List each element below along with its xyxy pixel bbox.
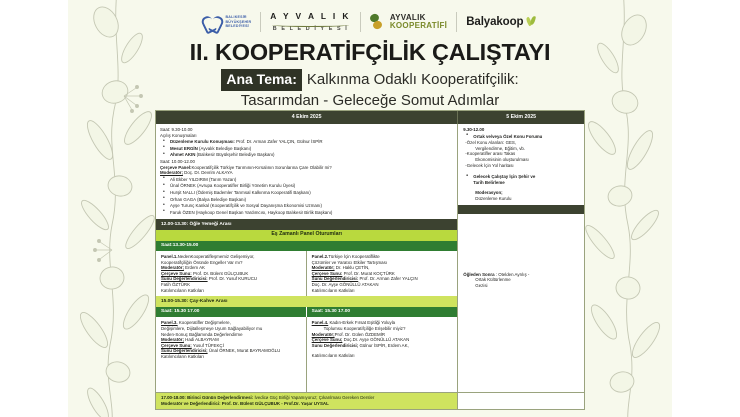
moderator-label: Moderatör;	[311, 331, 335, 337]
subtitle-line-1	[0, 69, 740, 91]
ayvalik-belediyesi-logo	[261, 9, 360, 35]
day2-column	[458, 124, 584, 392]
subtitle-text-1: Kalkınma Odaklı Kooperatifçilik:	[306, 70, 519, 88]
day2-morning-session	[458, 124, 584, 205]
table-body-row	[156, 124, 584, 392]
closing-label: 17.00-18.00: Birinci Günün Değerlendirmesi:	[161, 395, 254, 401]
heart-icon	[203, 14, 222, 30]
frame-name: Yusuf TÜFEKÇİ	[191, 342, 224, 348]
panel-2	[307, 251, 458, 296]
panel-label: Panel.1.	[161, 254, 178, 260]
panel3-participants: Katılımcıların Katkıları	[161, 354, 204, 359]
day2-dash-2-line-2: Ekonomisinin oluşturulması	[475, 156, 529, 162]
list-item: • Ünal ÖRNEK (Avrupa Kooperatifler Birliği Yönetim Kurulu Üyesi)	[160, 183, 453, 189]
speaker-name: Prof. Dr. Arman Zafer YALÇIN, Gülnur İSPİR	[234, 139, 323, 145]
balyakoop-logo-text: Balyakoop	[466, 16, 524, 28]
list-item: • Hurşit NALLI (Ödemiş Bademler Tarımsal Kalkınma Kooperatifi Başkanı)	[160, 190, 453, 196]
day2-forum-list	[463, 134, 579, 140]
list-item: • Orhan GAGA (Balya Belediye Başkanı)	[160, 197, 453, 203]
speaker-name: (Ayvalık Belediye Başkanı)	[197, 145, 252, 151]
next-workshop-line-2: Tarih Belirleme	[473, 179, 505, 185]
day2-time: 9.30-12.00	[463, 127, 485, 132]
lunch-break-band: 12.00-13.30: Öğle Yemeği Arası	[156, 219, 457, 230]
moderator-name: Prof. Dr. Gülen ÖZDEMİR	[334, 331, 386, 337]
evaluator-name: Prof. Dr. Arman Zafer YALÇIN	[358, 276, 418, 282]
afternoon-label: Öğleden Sonra	[463, 271, 495, 277]
panel-label: Çerçeve Panel:	[160, 164, 192, 170]
ayvalik-belediyesi-logo-text	[270, 12, 351, 32]
panel-title-line-1: Kooperatifler Değişmelere,	[177, 320, 231, 326]
moderator-label: Moderatör;	[161, 265, 184, 271]
panel3-title-line-2: Değişimlere, Dijitalleşmeye Uyum Sağlayabiliyor mu	[161, 326, 263, 332]
balikesir-buyuksehir-belediyesi-logo	[194, 9, 261, 35]
list-item: • Ali Ekber YILDIRIM (Tarım Yazarı)	[160, 177, 453, 183]
afternoon-time-band: Saat:13.30-15.00	[156, 241, 457, 252]
evaluator-label: Sunu Değerlendiricisi:	[161, 276, 208, 282]
day2-afternoon-line-2: Ortak Kültürlenme	[475, 277, 511, 283]
list-item: • Ortak ve/veya Özel Konu Forumu	[463, 134, 579, 140]
evaluator-name: Prof. Dr. Yusuf KURUCU	[207, 276, 258, 282]
late-time-left: Saat: 15.30 17.00	[156, 307, 307, 318]
frame-name: Prof. Dr. Murat KOÇTÜRK	[342, 270, 395, 276]
list-item: • Faruk ÖZEN (Haykoop Genel Başkan Yardımcısı, Haykoop Balıkesir Birlik Başkanı)	[160, 210, 453, 216]
column-header-day2: 5 Ekim 2025	[506, 113, 536, 120]
panel1-title-line-2: Kooperatifçiliğin Önünde Engeller Var mı?	[161, 259, 243, 265]
panel2-title-line-2: Çözümler ve Yaratıcı Etkiler Tartışması	[311, 259, 388, 265]
panel3-title-line-3: Neden-Sonuç Bağlamında Değerlendirme	[161, 331, 243, 337]
evaluator-label: Sunu Değerlendiricisi;	[161, 348, 208, 354]
afternoon-text-1: : Otelden Ayrılış -	[494, 271, 530, 277]
ayvalik-kooperatifi-logo	[361, 9, 456, 35]
list-item	[160, 146, 453, 152]
closing-text: İvediси Güç Birliği Yapamıyoruz; Çıkarılması Gereken Dersler	[253, 395, 375, 401]
panels-3-4-row	[156, 317, 457, 391]
session1-time: Saat: 9.30-10.00	[160, 127, 193, 132]
panel1-participants: Katılımcıların Katkıları	[161, 287, 204, 293]
speaker-role: Mesut ERGİN	[170, 145, 198, 151]
panel-label: Panel.2.	[311, 254, 329, 260]
logo-top-text: A Y V A L I K	[270, 11, 351, 21]
page-gutter-right	[672, 0, 740, 417]
panel-title: Kooperatifçilik Türkiye Tarımının-Kırsalının Sorunlarına Çare Olabilir mi?	[191, 164, 332, 170]
moderator-name: Doç. Dr. Devrim ALKAYA	[182, 170, 233, 176]
logo-line-3: BELEDİYESİ	[225, 24, 249, 29]
session1-heading: Açılış Konuşmaları	[160, 132, 197, 138]
panel-label: Panel.4.	[311, 320, 329, 326]
evaluator-label: Sunu Değerlendiricisi:	[311, 276, 359, 282]
list-item	[160, 139, 453, 145]
evaluator-name: Ünal ÖRNEK, Murat BAYRAMOĞLU	[207, 348, 281, 354]
moderator-name: Hadi ALBAYRAM	[183, 337, 219, 343]
panel-label: Panel.3.	[161, 320, 178, 326]
day2-dash-3: -Gelecek İçin Yol haritası	[465, 162, 514, 168]
moderator-name: Erdem AK	[183, 265, 205, 271]
closing-line-2: Moderatör ve Değerlendirici: Prof. Dr. Bülent GÜLÇUBUK - Prof.Dr. Yaşar UYSAL	[161, 400, 329, 406]
logo-line-2: KOOPERATİFİ	[389, 21, 448, 30]
moderator-label: Moderatör;	[161, 337, 184, 343]
panel2-evaluator-2: Doç. Dr. Ayşe GÖNÜLLÜ ATAKAN	[311, 282, 379, 288]
page-gutter-left	[0, 0, 68, 417]
olive-icon	[370, 14, 386, 30]
subtitle-block	[0, 69, 740, 110]
panel-4	[307, 317, 458, 391]
session2-moderator	[160, 170, 453, 176]
panel2-participants: Katılımcıların Katkıları	[311, 287, 355, 293]
day2-dash-1-line-2: Vergilendirme, Eğitim, vb.	[475, 145, 526, 151]
day2-dash-2-line-1: -Kooperatifler arası Takas	[465, 151, 516, 157]
list-item	[463, 174, 579, 185]
program-table	[155, 110, 585, 410]
frame-label: Çerçeve Sunu;	[161, 342, 192, 348]
panel4-participants: Katılımcıların Katkıları	[311, 353, 355, 359]
frame-label: Çerçeve Sunu;	[311, 337, 343, 343]
moderator-name: Dr. Haklu ÇETİN,	[334, 265, 370, 271]
table-footer-row	[156, 392, 584, 409]
frame-label: Çerçeve Sunu:	[161, 270, 192, 276]
logo-line-1: BALIKESİR	[225, 15, 247, 20]
logo-bottom-text: B E L E D İ Y E S İ	[272, 26, 349, 32]
moderator-label: Moderatör;	[311, 265, 335, 271]
panel-3	[156, 317, 307, 391]
frame-label: Çerçeve Sunu:	[311, 270, 343, 276]
olive-branch-icon	[270, 21, 351, 26]
parallel-sessions-band: Eş Zamanlı Panel Oturumları	[156, 230, 457, 241]
sponsor-logo-strip	[0, 8, 740, 36]
day1-closing-block	[156, 392, 458, 409]
next-workshop-line-1: Gelecek Çalıştay İçin Şehir ve	[473, 174, 536, 180]
speaker-name: (Balıkesir Büyükşehir Belediye Başkanı)	[195, 152, 275, 158]
session2-time: Saat: 10.00-12.00	[160, 158, 195, 164]
list-item	[160, 152, 453, 158]
frame-name: Doç.Dr. Ayşe GÖNÜLLÜ ATAKAN	[342, 337, 410, 343]
leaf-icon	[527, 16, 537, 28]
ayvalik-kooperatifi-logo-text	[390, 14, 447, 31]
panel-1	[156, 251, 307, 296]
day2-footer-empty	[458, 392, 584, 409]
moderation-label-text: Moderasyon;	[475, 190, 503, 196]
late-session-time-row	[156, 307, 457, 318]
panel4-title-line-2: Toplumsu Kooperatifçiliğe Erişebilir miyiz?	[323, 326, 406, 332]
frame-name: Prof. Dr. Bülent GÜLÇUBUK	[191, 270, 249, 276]
session1-speaker-list	[160, 139, 453, 158]
speaker-role: Düzenleme Kurulu Konuşması:	[170, 139, 235, 145]
day2-afternoon-session	[458, 214, 584, 392]
day2-next-workshop-list	[463, 174, 579, 185]
day2-dash-1-line-1: -Özel Konu Alanları: GES,	[465, 140, 517, 146]
day1-opening-session	[156, 124, 457, 219]
speaker-role: Ahmet AKIN	[170, 152, 196, 158]
evaluator-name: Gülnur İSPİR, Erdem AK,	[358, 342, 409, 348]
ana-tema-badge: Ana Tema:	[221, 69, 302, 91]
panel1-evaluator-2: Fatih ÖZTÜRK	[161, 282, 191, 288]
day2-spacer-dark-band	[458, 205, 584, 214]
panel-title-line-1: Kadın-Erkek Fırsat Eşitliği Yoluyla	[328, 320, 396, 326]
panel-title-line-1: NedenKooperatifleşmemiz Gelişemiyor,	[177, 254, 255, 260]
list-item: • Ayşe Turunç Kankal (Kooperatifçilik ve Sosyal Dayanışma Ekonomisi Uzmanı)	[160, 203, 453, 209]
page-title: II. KOOPERATİFÇİLİK ÇALIŞTAYI	[189, 39, 551, 65]
table-header-row	[156, 111, 584, 124]
logo-line-1: AYVALIK	[389, 12, 426, 22]
coffee-break-band: 15.00-15.30: Çay-Kahve Arası	[156, 296, 457, 307]
column-header-day1: 4 Ekim 2025	[156, 111, 458, 124]
evaluator-label: Sunu Değerlendiricisi;	[311, 342, 359, 348]
subtitle-line-2: Tasarımdan - Geleceğe Somut Adımlar	[240, 92, 500, 109]
day2-afternoon-line-3: Gezisi	[475, 282, 488, 288]
panel-title-line-1: Türkiye İçin Kooperatiflikte	[328, 254, 380, 260]
day2-moderation-value: Düzenleme Kurulu	[475, 195, 512, 201]
moderator-label: Moderatör;	[160, 170, 183, 176]
balikesir-logo-text	[226, 15, 252, 28]
session2-panelist-list	[160, 177, 453, 216]
day1-column	[156, 124, 458, 392]
panels-1-2-row	[156, 251, 457, 296]
late-time-right: Saat: 15.30 17.00	[307, 307, 458, 318]
logo-line-2: BÜYÜKŞEHİR	[225, 19, 252, 24]
balyakoop-logo	[457, 9, 546, 35]
